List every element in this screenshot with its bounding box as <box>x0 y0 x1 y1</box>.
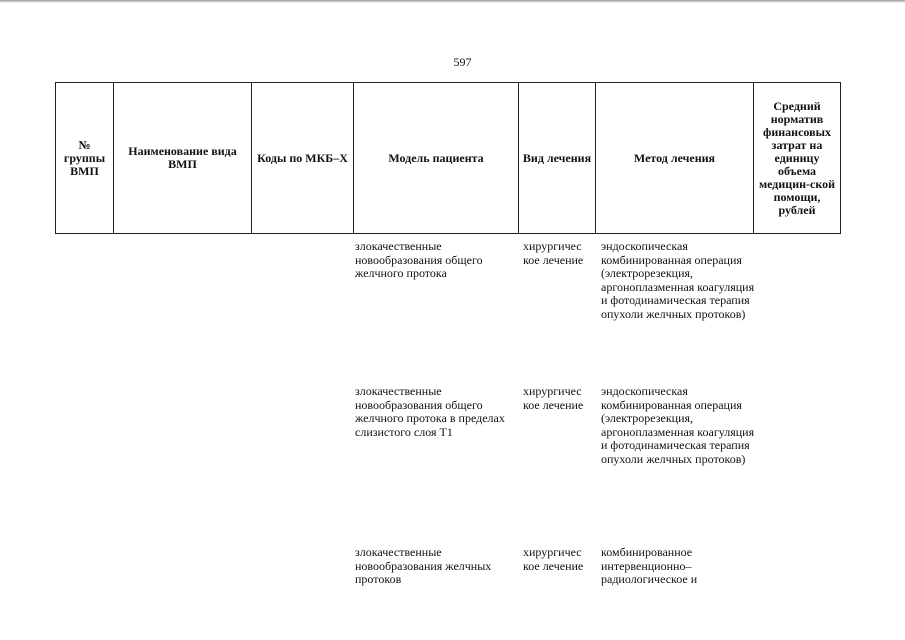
header-treatment-method: Метод лечения <box>596 83 754 234</box>
row-2-model: злокачественные новообразования общего желчного протока в пределах слизистого слоя T1 <box>355 384 505 439</box>
scan-edge <box>0 0 905 3</box>
row-2-method: эндоскопическая комбинированная операция (электрорезекция, аргоноплазменная коагуляция и фотодинамическая терапия опухоли желчных протоков) <box>601 384 755 466</box>
header-average-cost: Средний норматив финансовых затрат на единицу объема медицин-ской помощи, рублей <box>754 83 841 234</box>
row-1-model: злокачественные новообразования общего желчного протока <box>355 239 483 281</box>
row-3-method: комбинированное интервенционно– радиологическое и <box>601 545 698 587</box>
row-1-treatment-type: хирургичес кое лечение <box>523 239 584 267</box>
page-number: 597 <box>453 55 472 69</box>
header-row <box>56 83 841 234</box>
row-3-treatment-type: хирургичес кое лечение <box>523 545 584 573</box>
header-patient-model: Модель пациента <box>354 83 519 234</box>
header-icd-codes: Коды по МКБ–Х <box>252 83 354 234</box>
header-group-number: № группы ВМП <box>56 83 114 234</box>
row-3-model: злокачественные новообразования желчных протоков <box>355 545 492 587</box>
row-1-method: эндоскопическая комбинированная операция (электрорезекция, аргоноплазменная коагуляция и фотодинамическая терапия опухоли желчных протоков) <box>601 239 755 321</box>
header-treatment-type: Вид лечения <box>519 83 596 234</box>
header-vmp-name: Наименование вида ВМП <box>114 83 252 234</box>
table-header <box>55 82 841 234</box>
row-2-treatment-type: хирургичес кое лечение <box>523 384 584 412</box>
